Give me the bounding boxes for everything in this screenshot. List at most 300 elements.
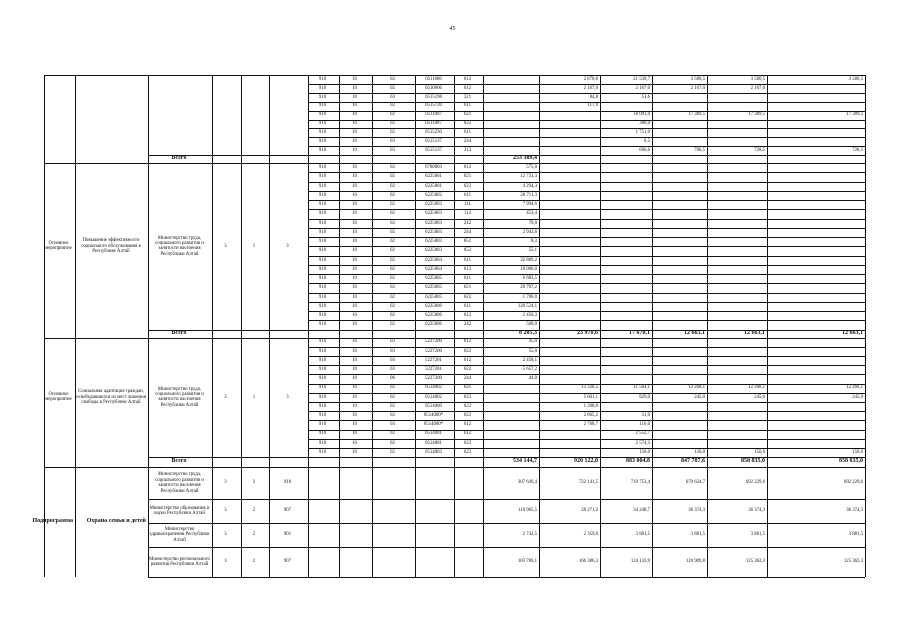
- total-value: 12 663,1: [842, 329, 863, 336]
- code-cell: 02: [390, 248, 395, 254]
- code-cell: 910: [318, 229, 327, 235]
- value-cell: 300,0: [639, 121, 650, 127]
- value-cell: 32 889,2: [520, 257, 537, 263]
- value-cell: 0,5: [644, 139, 650, 145]
- value-cell: 116,0: [639, 422, 650, 428]
- column-line: [339, 75, 340, 577]
- code-cell: 10: [352, 440, 357, 446]
- value-cell: [707, 120, 765, 129]
- value-cell: [539, 365, 598, 374]
- code-cell: 242: [463, 322, 472, 328]
- code-cell: 852: [463, 248, 472, 254]
- block-line: [44, 467, 148, 468]
- code-cell: 10: [352, 303, 357, 309]
- value-cell: [652, 137, 705, 146]
- column-line: [707, 75, 708, 577]
- code-cell: 02: [390, 403, 395, 409]
- index-cell: 1: [252, 243, 256, 249]
- value-cell: [483, 420, 537, 429]
- column-line: [415, 75, 416, 577]
- value-cell: 45,0: [528, 339, 537, 345]
- value-cell: 6 683,5: [522, 276, 537, 282]
- value-cell: [600, 347, 650, 356]
- value-cell: [707, 356, 765, 365]
- value-cell: 12 268,1: [846, 385, 863, 391]
- value-cell: 307 649,4: [517, 480, 537, 486]
- code-cell: 0514000*: [423, 413, 444, 419]
- code-cell: 6225003: [425, 220, 442, 226]
- value-cell: [600, 338, 650, 347]
- column-line: [372, 75, 373, 577]
- activity-name: Социальная адаптация граждан, освободившихся из мест лишения свободы в Республике Алтай: [76, 389, 146, 406]
- code-cell: 611: [463, 103, 472, 109]
- code-cell: 10: [352, 85, 357, 91]
- value-cell: [707, 347, 765, 356]
- block-line: [44, 163, 148, 164]
- value-cell: [707, 420, 765, 429]
- code-cell: 622: [463, 183, 472, 189]
- value-cell: [707, 430, 765, 439]
- value-cell: [767, 374, 863, 383]
- code-cell: 621: [463, 112, 472, 118]
- value-cell: 2 167,0: [583, 85, 598, 91]
- code-cell: 612: [463, 431, 472, 437]
- value-cell: 55,1: [528, 248, 537, 254]
- code-cell: 910: [318, 313, 327, 319]
- code-cell: 10: [352, 94, 357, 100]
- code-cell: 02: [390, 266, 395, 272]
- code-cell: 910: [318, 147, 327, 153]
- value-cell: 3 580,5: [690, 76, 705, 82]
- value-cell: [707, 411, 765, 420]
- code-cell: 03: [390, 94, 395, 100]
- column-line: [767, 75, 768, 577]
- code-cell: 6225005: [425, 285, 442, 291]
- grbs-cell: 907: [283, 508, 292, 514]
- code-cell: 910: [318, 357, 327, 363]
- code-cell: 313: [463, 147, 472, 153]
- value-cell: 245,0: [754, 394, 765, 400]
- value-cell: [652, 374, 705, 383]
- code-cell: 10: [352, 313, 357, 319]
- row-line: [148, 577, 865, 578]
- value-cell: [539, 128, 598, 137]
- code-cell: 0511007: [425, 112, 442, 118]
- column-line: [652, 75, 653, 577]
- value-cell: [767, 338, 863, 347]
- code-cell: 0515137: [425, 147, 442, 153]
- value-cell: [483, 430, 537, 439]
- code-cell: 910: [318, 257, 327, 263]
- value-cell: 5 657,2: [522, 367, 537, 373]
- code-cell: 10: [352, 165, 357, 171]
- code-cell: 622: [463, 440, 472, 446]
- code-cell: 621: [463, 385, 472, 391]
- total-label: Всего: [171, 458, 187, 465]
- table-top: [44, 75, 865, 76]
- code-cell: 910: [318, 76, 327, 82]
- code-cell: 02: [390, 239, 395, 245]
- value-cell: 2 458,1: [522, 357, 537, 363]
- code-cell: 10: [352, 266, 357, 272]
- value-cell: [767, 84, 863, 93]
- code-cell: 0514000*: [423, 422, 444, 428]
- executor-cell: Министерство регионального развития Республики Алтай: [149, 556, 210, 568]
- value-cell: 36 374,3: [688, 508, 705, 514]
- total-value: [600, 155, 650, 163]
- code-cell: 02: [390, 211, 395, 217]
- value-cell: 12 268,1: [748, 385, 765, 391]
- code-cell: 910: [318, 285, 327, 291]
- code-cell: 5227200: [425, 339, 442, 345]
- value-cell: 12 268,1: [688, 385, 705, 391]
- value-cell: [483, 439, 537, 448]
- value-cell: [652, 411, 705, 420]
- code-cell: 244: [463, 376, 472, 382]
- value-cell: [652, 356, 705, 365]
- code-cell: 10: [352, 174, 357, 180]
- value-cell: [767, 93, 863, 102]
- value-cell: [652, 93, 705, 102]
- code-cell: 02: [390, 183, 395, 189]
- value-cell: 120 524,1: [517, 303, 537, 309]
- value-cell: 3 580,5: [848, 76, 863, 82]
- value-cell: 125 362,3: [745, 559, 765, 565]
- code-cell: 0511007: [425, 121, 442, 127]
- index-cell: 2: [252, 532, 256, 538]
- code-cell: 851: [463, 239, 472, 245]
- value-cell: [707, 374, 765, 383]
- index-cell: 3: [224, 394, 227, 400]
- code-cell: 0514003: [425, 449, 442, 455]
- value-cell: 679 634,7: [685, 480, 705, 486]
- value-cell: [539, 374, 598, 383]
- code-cell: 622: [463, 413, 472, 419]
- index-cell: 3: [224, 508, 227, 514]
- value-cell: [483, 384, 537, 393]
- code-cell: 612: [463, 422, 472, 428]
- code-cell: 111: [464, 202, 471, 208]
- value-cell: 728,5: [754, 147, 765, 153]
- code-cell: 10: [352, 285, 357, 291]
- index-cell: 3: [286, 243, 289, 249]
- value-cell: 3 881,5: [690, 532, 705, 538]
- value-cell: [767, 102, 863, 111]
- code-cell: 910: [318, 112, 327, 118]
- value-cell: 36 374,3: [748, 508, 765, 514]
- code-cell: 10: [352, 248, 357, 254]
- code-cell: 10: [352, 449, 357, 455]
- value-cell: 84,8: [589, 94, 598, 100]
- value-cell: [483, 128, 537, 137]
- code-cell: 910: [318, 202, 327, 208]
- total-value: 858 835,0: [741, 458, 765, 465]
- index-cell: 3: [286, 394, 289, 400]
- value-cell: 13 326,5: [581, 385, 598, 391]
- value-cell: 12 733,3: [520, 174, 537, 180]
- value-cell: 51,6: [641, 94, 650, 100]
- value-cell: 1 208,0: [583, 403, 598, 409]
- total-value: [652, 155, 705, 163]
- executor-cell: Министерство труда, социального развития и занятости населения Республики Алтай: [155, 235, 204, 257]
- code-cell: 02: [390, 322, 395, 328]
- code-cell: 10: [352, 385, 357, 391]
- value-cell: [652, 439, 705, 448]
- value-cell: 20 797,2: [520, 285, 537, 291]
- code-cell: 10: [352, 202, 357, 208]
- code-cell: 03: [390, 422, 395, 428]
- code-cell: 10: [352, 130, 357, 136]
- value-cell: [652, 102, 705, 111]
- subprogram-status: Подпрограмма: [32, 518, 73, 525]
- value-cell: [707, 102, 765, 111]
- code-cell: 6225004: [425, 266, 442, 272]
- code-cell: 321: [463, 94, 472, 100]
- code-cell: 910: [318, 431, 327, 437]
- code-cell: 910: [318, 394, 327, 400]
- value-cell: 17 389,5: [688, 112, 705, 118]
- code-cell: 10: [352, 147, 357, 153]
- code-cell: 910: [318, 367, 327, 373]
- value-cell: [652, 402, 705, 411]
- code-cell: 6225004: [425, 257, 442, 263]
- code-cell: 02: [390, 220, 395, 226]
- code-cell: 5227201: [425, 367, 442, 373]
- code-cell: 910: [318, 220, 327, 226]
- value-cell: [483, 402, 537, 411]
- code-cell: 910: [318, 322, 327, 328]
- code-cell: 910: [318, 121, 327, 127]
- code-cell: 02: [390, 449, 395, 455]
- code-cell: 10: [352, 413, 357, 419]
- value-cell: 2 456,3: [522, 313, 537, 319]
- code-cell: 02: [390, 174, 395, 180]
- activity-name: Повышение эффективности социального обслуживания в Республике Алтай: [81, 238, 141, 255]
- value-cell: [767, 420, 863, 429]
- value-cell: [483, 448, 537, 457]
- column-line: [44, 75, 45, 577]
- total-value: 920 122,0: [574, 458, 598, 465]
- code-cell: 0514001: [425, 440, 442, 446]
- value-cell: [483, 84, 537, 93]
- code-cell: 910: [318, 339, 327, 345]
- value-cell: [652, 430, 705, 439]
- column-line: [483, 75, 484, 577]
- subprogram-name: Охрана семьи и детей: [86, 518, 146, 525]
- value-cell: 124 133,9: [630, 559, 650, 565]
- status-cell: Основное мероприятие: [45, 240, 72, 252]
- value-cell: [707, 439, 765, 448]
- value-cell: 166 386,3: [578, 559, 598, 565]
- value-cell: [767, 137, 863, 146]
- code-cell: 910: [318, 422, 327, 428]
- code-cell: 10: [352, 121, 357, 127]
- value-cell: [483, 393, 537, 402]
- code-cell: 910: [318, 276, 327, 282]
- index-cell: 3: [224, 243, 227, 249]
- code-cell: 03: [390, 348, 395, 354]
- value-cell: 728,5: [852, 147, 863, 153]
- value-cell: [539, 430, 598, 439]
- code-cell: 0514001: [425, 431, 442, 437]
- code-cell: 612: [463, 313, 472, 319]
- code-cell: 02: [390, 85, 395, 91]
- code-cell: 910: [318, 139, 327, 145]
- total-label: Всего: [171, 329, 187, 336]
- code-cell: 0514000: [425, 403, 442, 409]
- total-value: [767, 155, 863, 163]
- value-cell: 5 601,1: [583, 394, 598, 400]
- code-cell: 02: [390, 202, 395, 208]
- code-cell: 02: [390, 303, 395, 309]
- code-cell: 10: [352, 294, 357, 300]
- value-cell: 150,0: [852, 449, 863, 455]
- code-cell: 6225006: [425, 303, 442, 309]
- column-line: [308, 75, 309, 577]
- code-cell: 910: [318, 103, 327, 109]
- code-cell: 5227201: [425, 357, 442, 363]
- code-cell: 5227200: [425, 376, 442, 382]
- column-line: [865, 75, 866, 577]
- value-cell: 245,0: [694, 394, 705, 400]
- code-cell: 02: [390, 285, 395, 291]
- value-cell: [767, 439, 863, 448]
- code-cell: 612: [463, 339, 472, 345]
- code-cell: 910: [318, 449, 327, 455]
- code-cell: 03: [390, 139, 395, 145]
- code-cell: 02: [390, 385, 395, 391]
- value-cell: 2 552,7: [635, 431, 650, 437]
- code-cell: 02: [390, 229, 395, 235]
- code-cell: 6225003: [425, 248, 442, 254]
- code-cell: 622: [463, 403, 472, 409]
- value-cell: [539, 439, 598, 448]
- code-cell: 10: [352, 403, 357, 409]
- code-cell: 910: [318, 266, 327, 272]
- executor-cell: Министерство здравоохранения Республики Алтай: [149, 527, 210, 543]
- total-value: 253 389,4: [513, 155, 537, 162]
- value-cell: 2 574,3: [635, 440, 650, 446]
- value-cell: [652, 338, 705, 347]
- code-cell: 03: [390, 367, 395, 373]
- value-cell: [600, 365, 650, 374]
- code-cell: 910: [318, 174, 327, 180]
- value-cell: [539, 356, 598, 365]
- value-cell: 1 700,0: [522, 294, 537, 300]
- total-value: [539, 155, 598, 163]
- value-cell: [767, 402, 863, 411]
- code-cell: 02: [390, 257, 395, 263]
- index-cell: 3: [224, 480, 227, 486]
- code-cell: 02: [390, 394, 395, 400]
- code-cell: 6700003: [425, 165, 442, 171]
- value-cell: [600, 402, 650, 411]
- code-cell: 612: [463, 266, 472, 272]
- code-cell: 0511006: [425, 76, 442, 82]
- value-cell: 2 768,7: [583, 422, 598, 428]
- code-cell: 10: [352, 357, 357, 363]
- code-cell: 03: [390, 339, 395, 345]
- total-label: Всего: [171, 155, 187, 162]
- code-cell: 622: [463, 348, 472, 354]
- value-cell: 150,0: [639, 449, 650, 455]
- value-cell: 3 580,5: [750, 76, 765, 82]
- value-cell: [539, 137, 598, 146]
- value-cell: [652, 365, 705, 374]
- value-cell: 2 167,0: [690, 85, 705, 91]
- value-cell: [483, 102, 537, 111]
- value-cell: [600, 356, 650, 365]
- code-cell: 0515720: [425, 103, 442, 109]
- code-cell: 03: [390, 357, 395, 363]
- executor-cell: Министерство труда, социального развития и занятости населения Республики Алтай: [155, 386, 204, 408]
- code-cell: 622: [463, 294, 472, 300]
- value-cell: 719 753,4: [630, 480, 650, 486]
- value-cell: [483, 93, 537, 102]
- grbs-cell: 907: [283, 559, 292, 565]
- value-cell: 692 229,6: [745, 480, 765, 486]
- value-cell: 692 229,6: [843, 480, 863, 486]
- value-cell: 2 359,0: [583, 532, 598, 538]
- value-cell: 150,0: [694, 449, 705, 455]
- code-cell: 02: [390, 294, 395, 300]
- value-cell: 118 965,5: [517, 508, 537, 514]
- value-cell: 51,0: [641, 413, 650, 419]
- value-cell: [600, 374, 650, 383]
- value-cell: [707, 402, 765, 411]
- code-cell: 6225001: [425, 183, 442, 189]
- code-cell: 622: [463, 394, 472, 400]
- code-cell: 10: [352, 367, 357, 373]
- code-cell: 02: [390, 103, 395, 109]
- value-cell: [652, 120, 705, 129]
- code-cell: 910: [318, 348, 327, 354]
- value-cell: [539, 111, 598, 120]
- value-cell: [767, 365, 863, 374]
- total-value: 23 970,6: [577, 329, 598, 336]
- value-cell: 125 362,3: [843, 559, 863, 565]
- value-cell: 55,0: [528, 348, 537, 354]
- code-cell: 02: [390, 413, 395, 419]
- block-line: [44, 338, 148, 339]
- code-cell: 02: [390, 431, 395, 437]
- column-line: [241, 75, 242, 577]
- code-cell: 612: [463, 165, 472, 171]
- code-cell: 02: [390, 76, 395, 82]
- column-line: [539, 75, 540, 577]
- value-cell: [767, 411, 863, 420]
- code-cell: 910: [318, 294, 327, 300]
- index-cell: 2: [252, 508, 256, 514]
- value-cell: [483, 146, 537, 155]
- code-cell: 910: [318, 94, 327, 100]
- executor-cell: Министерство труда, социального развития и занятости населения Республики Алтай: [155, 472, 204, 494]
- code-cell: 611: [463, 303, 472, 309]
- code-cell: 910: [318, 239, 327, 245]
- value-cell: 28 271,2: [581, 508, 598, 514]
- code-cell: 02: [390, 313, 395, 319]
- value-cell: 150,0: [754, 449, 765, 455]
- value-cell: 21 539,7: [633, 76, 650, 82]
- code-cell: 910: [318, 192, 327, 198]
- code-cell: 6225003: [425, 211, 442, 217]
- value-cell: 7 994,6: [522, 202, 537, 208]
- code-cell: 612: [463, 76, 472, 82]
- code-cell: 10: [352, 322, 357, 328]
- total-value: 847 787,6: [681, 458, 705, 465]
- value-cell: [652, 420, 705, 429]
- value-cell: 2 167,0: [750, 85, 765, 91]
